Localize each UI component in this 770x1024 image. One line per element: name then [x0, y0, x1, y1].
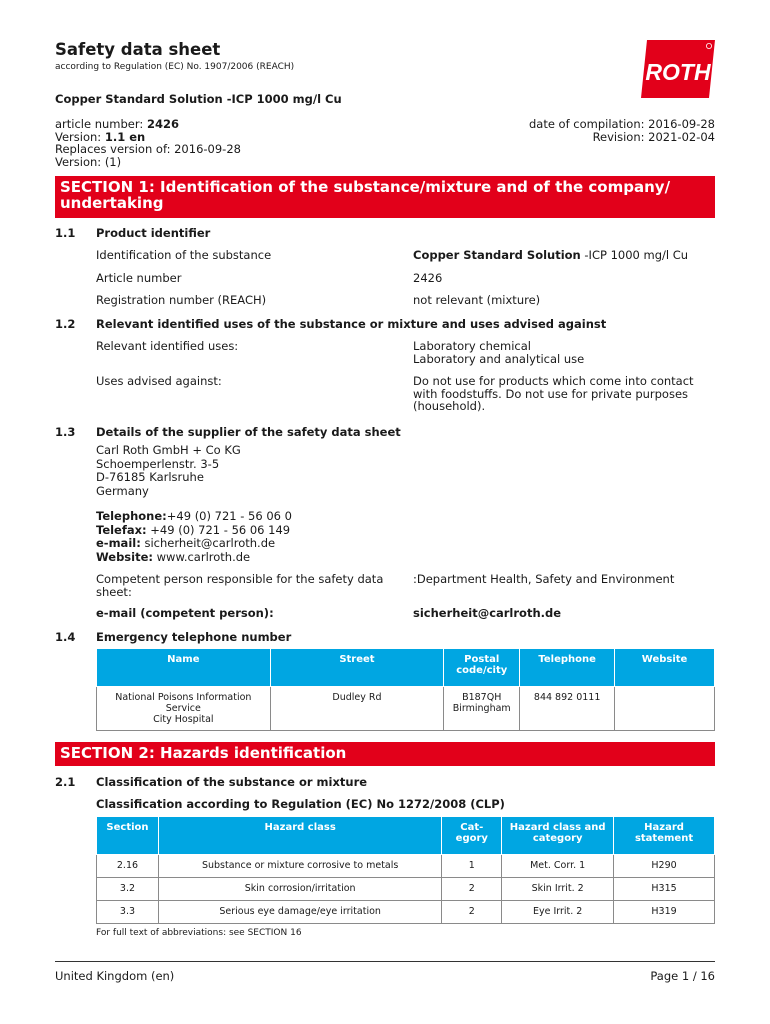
section-2-header: SECTION 2: Hazards identification [55, 742, 715, 766]
section-1-4-title: Emergency telephone number [96, 630, 292, 644]
hazard-cell: Skin Irrit. 2 [502, 878, 614, 901]
section-2-1-number: 2.1 [55, 775, 76, 789]
emergency-header-street: Street [270, 649, 444, 687]
supplier-address [96, 444, 241, 498]
hazard-cell: 3.3 [97, 901, 159, 924]
hazard-cell: Substance or mixture corrosive to metals [158, 855, 441, 878]
hazard-header-section: Section [97, 817, 159, 855]
footer-divider [55, 961, 715, 962]
previous-version: Version: (1) [55, 154, 122, 169]
article-number-label: article number: [55, 117, 144, 131]
hazard-header-category: Cat-egory [442, 817, 502, 855]
hazard-cell: 2 [442, 878, 502, 901]
section-1-2-title: Relevant identified uses of the substance or mixture and uses advised against [96, 317, 607, 331]
section-1-3-number: 1.3 [55, 425, 76, 439]
uses-label: Relevant identified uses: [96, 339, 239, 353]
website-link[interactable]: www.carlroth.de [153, 549, 251, 564]
section-1-3-title: Details of the supplier of the safety data sheet [96, 425, 401, 439]
emergency-header-website: Website [615, 649, 715, 687]
hazard-cell: 2 [442, 901, 502, 924]
logo-text: ROTH [645, 59, 711, 85]
registration-label: Registration number (REACH) [96, 293, 267, 307]
hazard-cell: 1 [442, 855, 502, 878]
emergency-name-line-3: City Hospital [153, 714, 214, 725]
email-link[interactable]: sicherheit@carlroth.de [140, 536, 276, 550]
roth-logo [641, 40, 715, 98]
emergency-table [96, 648, 715, 731]
section-1-1-title: Product identifier [96, 226, 211, 240]
competent-email-label: e-mail (competent person): [96, 606, 274, 620]
abbreviations-footnote: For full text of abbreviations: see SECTION 16 [96, 928, 302, 938]
company-street: Schoemperlenstr. 3-5 [96, 456, 220, 471]
replaces-version: Replaces version of: 2016-09-28 [55, 142, 241, 156]
telephone-value[interactable]: +49 (0) 721 - 56 06 0 [166, 509, 292, 523]
hazard-header-class-category: Hazard class and category [502, 817, 614, 855]
uses-value [413, 340, 584, 365]
revision-date: Revision: 2021-02-04 [592, 129, 715, 144]
regulation-subtitle: according to Regulation (EC) No. 1907/2006 (REACH) [55, 62, 295, 72]
hazard-cell: 2.16 [97, 855, 159, 878]
uses-value-1: Laboratory chemical [413, 339, 531, 353]
emergency-header-postal: Postal code/city [444, 649, 520, 687]
hazard-cell: H319 [614, 901, 715, 924]
meta-left [55, 118, 241, 168]
emergency-header-name: Name [97, 649, 271, 687]
supplier-contact [96, 510, 292, 564]
registration-value: not relevant (mixture) [413, 293, 541, 307]
product-name: Copper Standard Solution -ICP 1000 mg/l Cu [55, 92, 342, 106]
section-1-header: SECTION 1: Identification of the substance/mixture and of the company/ undertaking [55, 176, 715, 218]
emergency-postal-code: B187QH [462, 692, 502, 703]
article-value: 2426 [413, 271, 443, 285]
emergency-website-cell [615, 687, 715, 731]
hazard-cell: Serious eye damage/eye irritation [158, 901, 441, 924]
table-row [97, 687, 715, 731]
uses-value-2: Laboratory and analytical use [413, 351, 585, 366]
emergency-telephone-cell: 844 892 0111 [520, 687, 615, 731]
identification-value-bold: Copper Standard Solution [413, 248, 581, 262]
emergency-name-line-2: Service [165, 703, 201, 714]
emergency-postal-cell [444, 687, 520, 731]
section-2-1-title: Classification of the substance or mixture [96, 775, 368, 789]
version-label: Version: [55, 129, 102, 144]
hazard-header-class: Hazard class [158, 817, 441, 855]
emergency-postal-city: Birmingham [452, 703, 511, 714]
identification-label: Identification of the substance [96, 248, 272, 262]
table-row [97, 878, 715, 901]
hazard-cell: 3.2 [97, 878, 159, 901]
article-number-value: 2426 [146, 117, 179, 131]
section-1-1-number: 1.1 [55, 226, 76, 240]
hazard-cell: H290 [614, 855, 715, 878]
hazard-cell: Met. Corr. 1 [502, 855, 614, 878]
against-label: Uses advised against: [96, 374, 222, 388]
website-label: Website: [96, 549, 153, 564]
section-1-2-number: 1.2 [55, 317, 76, 331]
emergency-street-cell: Dudley Rd [270, 687, 444, 731]
competent-person-value: :Department Health, Safety and Environment [413, 572, 675, 586]
email-label: e-mail: [96, 536, 141, 550]
table-row [97, 855, 715, 878]
emergency-name-cell [97, 687, 271, 731]
telefax-label: Telefax: [96, 522, 147, 537]
company-country: Germany [96, 483, 149, 498]
table-row [97, 901, 715, 924]
compilation-date: date of compilation: 2016-09-28 [528, 117, 715, 131]
company-name: Carl Roth GmbH + Co KG [96, 443, 241, 457]
identification-value [413, 249, 688, 262]
telephone-label: Telephone: [96, 509, 167, 523]
hazard-cell: H315 [614, 878, 715, 901]
page-number: Page 1 / 16 [650, 969, 715, 983]
hazard-cell: Eye Irrit. 2 [502, 901, 614, 924]
company-city: D-76185 Karlsruhe [96, 470, 204, 484]
section-1-4-number: 1.4 [55, 630, 76, 644]
identification-value-rest: -ICP 1000 mg/l Cu [580, 248, 689, 262]
against-value: Do not use for products which come into contact with foodstuffs. Do not use for private purposes (household). [413, 374, 694, 413]
emergency-name-line-1: National Poisons Information [115, 692, 252, 703]
hazard-cell: Skin corrosion/irritation [158, 878, 441, 901]
competent-email-value[interactable]: sicherheit@carlroth.de [413, 606, 562, 620]
emergency-header-telephone: Telephone [520, 649, 615, 687]
competent-person-label: Competent person responsible for the safety data sheet: [96, 572, 384, 599]
article-label: Article number [96, 271, 182, 285]
version-value: 1.1 en [104, 129, 146, 144]
telefax-value: +49 (0) 721 - 56 06 149 [146, 522, 291, 537]
footer-country: United Kingdom (en) [55, 969, 175, 983]
document-title: Safety data sheet [55, 40, 221, 59]
clp-classification-title: Classification according to Regulation (EC) No 1272/2008 (CLP) [96, 797, 505, 811]
hazard-table [96, 816, 715, 924]
meta-right [529, 118, 715, 143]
hazard-header-statement: Hazard statement [614, 817, 715, 855]
